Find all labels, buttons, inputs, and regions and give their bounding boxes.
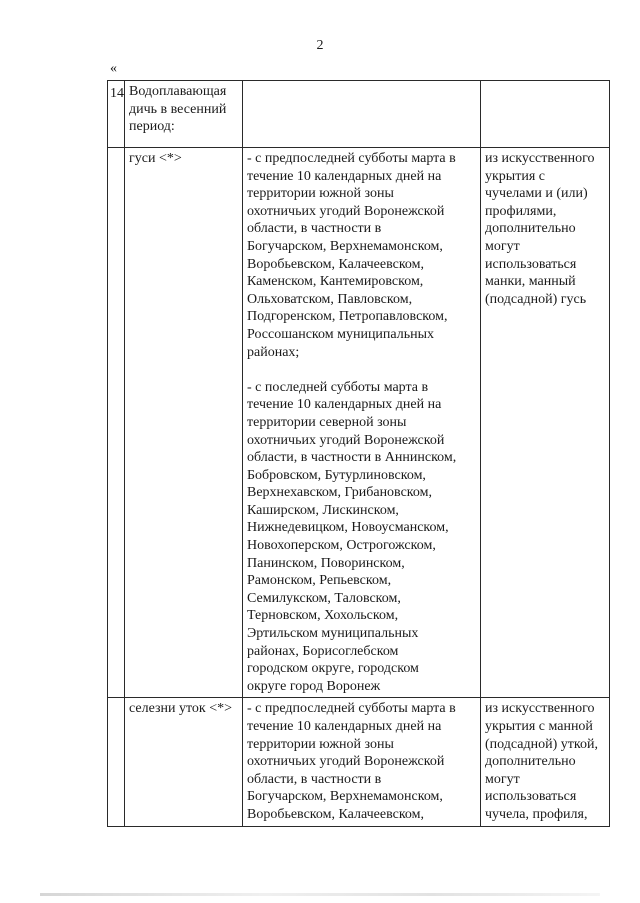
row-number-cell	[108, 698, 125, 827]
row-number-cell: 14	[108, 81, 125, 148]
terms-line: Россошанском муниципальных	[247, 326, 435, 342]
terms-line: Подгоренском, Петропавловском,	[247, 309, 448, 325]
method-line: из искусственного	[485, 151, 595, 166]
method-line: чучелами и (или)	[485, 186, 588, 202]
species-line: гуси <*>	[129, 151, 182, 166]
terms-line: Рамонском, Репьевском,	[247, 573, 392, 589]
method-line: могут	[485, 238, 520, 254]
terms-line: Терновском, Хохольском,	[247, 608, 399, 624]
terms-line: - с предпоследней субботы марта в	[247, 701, 456, 717]
terms-line: районах;	[247, 344, 300, 360]
table-row-waterfowl-header	[108, 81, 610, 148]
terms-line: Бобровском, Бутурлиновском,	[247, 467, 426, 483]
method-line: из искусственного	[485, 701, 595, 717]
terms-cell	[243, 698, 481, 827]
terms-line: Каменском, Кантемировском,	[247, 274, 424, 290]
terms-line: территории северной зоны	[247, 414, 407, 430]
species-line: Водоплавающая	[129, 84, 227, 99]
method-line: дополнительно	[485, 754, 576, 770]
terms-line: охотничьих угодий Воронежской	[247, 432, 445, 448]
method-cell	[481, 81, 610, 148]
species-cell	[125, 81, 243, 148]
terms-line: территории южной зоны	[247, 736, 394, 752]
method-line: дополнительно	[485, 221, 576, 237]
terms-line: городском округе, городском	[247, 661, 419, 677]
terms-line: Нижнедевицком, Новоусманском,	[247, 520, 449, 536]
terms-line: территории южной зоны	[247, 186, 394, 202]
method-line: укрытия с манной	[485, 719, 593, 734]
method-line: использоваться	[485, 256, 577, 272]
method-line: укрытия с	[485, 168, 545, 184]
terms-line: Новохоперском, Острогожском,	[247, 538, 436, 554]
terms-line: Каширском, Лискинском,	[247, 502, 399, 518]
opening-quote-mark: «	[110, 61, 117, 76]
table-row-geese	[108, 148, 610, 698]
method-line: (подсадной) уткой,	[485, 736, 598, 752]
terms-line: течение 10 календарных дней на	[247, 719, 442, 734]
method-line: могут	[485, 771, 520, 787]
terms-line: - с предпоследней субботы марта в	[247, 151, 456, 166]
species-line: селезни уток <*>	[129, 701, 233, 717]
method-line: профилями,	[485, 203, 557, 219]
terms-line: течение 10 календарных дней на	[247, 168, 442, 184]
row-number-cell	[108, 148, 125, 698]
species-line: дичь в весенний	[129, 101, 227, 117]
terms-line: охотничьих угодий Воронежской	[247, 754, 445, 770]
terms-line: Эртильском муниципальных	[247, 626, 419, 642]
method-cell	[481, 698, 610, 827]
species-cell	[125, 698, 243, 827]
terms-line: Панинском, Поворинском,	[247, 555, 405, 571]
terms-line: области, в частности в	[247, 221, 382, 237]
hunting-periods-table	[107, 80, 610, 827]
scan-edge-line	[40, 893, 600, 896]
terms-line: области, в частности в	[247, 771, 382, 787]
terms-line: области, в частности в Аннинском,	[247, 450, 457, 466]
terms-line: Воробьевском, Калачеевском,	[247, 256, 425, 272]
terms-line: Семилукском, Таловском,	[247, 590, 401, 606]
terms-line: Богучарском, Верхнемамонском,	[247, 238, 443, 254]
terms-line: течение 10 календарных дней на	[247, 397, 442, 413]
terms-line: Воробьевском, Калачеевском,	[247, 806, 425, 822]
terms-line: Верхнехавском, Грибановском,	[247, 485, 432, 501]
table-row-drakes	[108, 698, 610, 827]
species-line: период:	[129, 119, 175, 135]
terms-line: Богучарском, Верхнемамонском,	[247, 789, 443, 805]
method-line: (подсадной) гусь	[485, 291, 587, 307]
method-cell	[481, 148, 610, 698]
method-line: использоваться	[485, 789, 577, 805]
page-number: 2	[316, 38, 324, 53]
method-line: чучела, профиля,	[485, 806, 588, 822]
paragraph-gap	[247, 361, 478, 379]
terms-line: - с последней субботы марта в	[247, 379, 429, 395]
method-line: манки, манный	[485, 274, 576, 290]
terms-line: охотничьих угодий Воронежской	[247, 203, 445, 219]
species-cell	[125, 148, 243, 698]
terms-cell	[243, 148, 481, 698]
terms-line: Ольховатском, Павловском,	[247, 291, 413, 307]
terms-cell	[243, 81, 481, 148]
terms-line: районах, Борисоглебском	[247, 643, 399, 659]
terms-line: округе город Воронеж	[247, 678, 381, 694]
